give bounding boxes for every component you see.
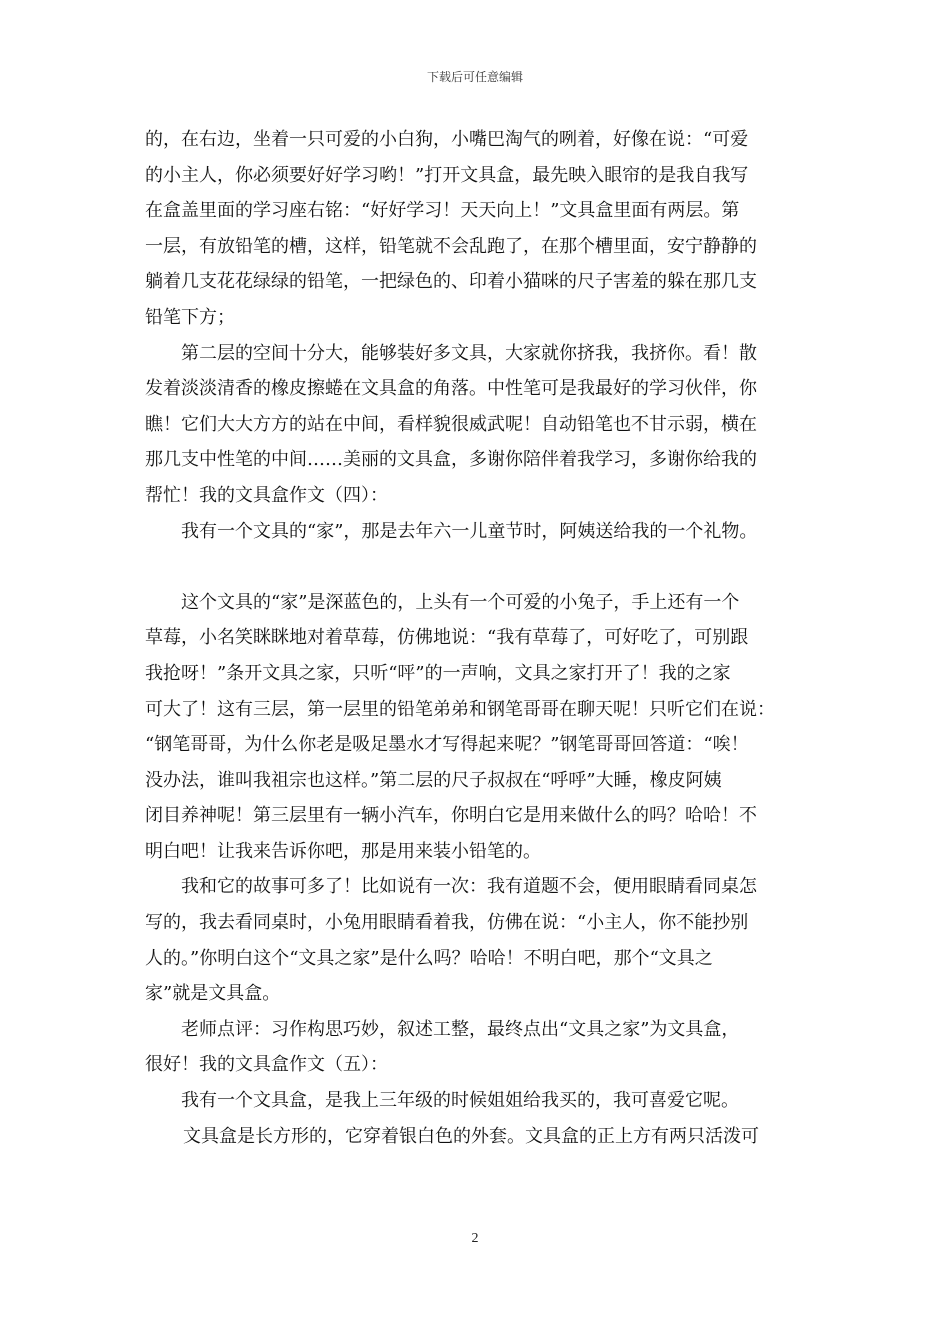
text-line: 发着淡淡清香的橡皮擦蜷在文具盒的角落。中性笔可是我最好的学习伙伴，你 bbox=[145, 378, 757, 400]
text-line: 的小主人，你必须要好好学习哟！”打开文具盒，最先映入眼帘的是我自我写 bbox=[145, 164, 749, 186]
paragraph-start-line: 我有一个文具盒，是我上三年级的时候姐姐给我买的，我可喜爱它呢。 bbox=[181, 1090, 739, 1112]
text-line: 那几支中性笔的中间……美丽的文具盒，多谢你陪伴着我学习，多谢你给我的 bbox=[145, 449, 757, 471]
paragraph-start-line: 这个文具的“家”是深蓝色的，上头有一个可爱的小兔子，手上还有一个 bbox=[181, 591, 740, 613]
text-line: 可大了！这有三层，第一层里的铅笔弟弟和钢笔哥哥在聊天呢！只听它们在说： bbox=[145, 698, 775, 720]
text-line: 家”就是文具盒。 bbox=[145, 983, 281, 1005]
text-line: 没办法，谁叫我祖宗也这样。”第二层的尺子叔叔在“呼呼”大睡，橡皮阿姨 bbox=[145, 769, 722, 791]
text-line: 闭目养神呢！第三层里有一辆小汽车，你明白它是用来做什么的吗？哈哈！不 bbox=[145, 805, 757, 827]
text-line: 很好！我的文具盒作文（五）： bbox=[145, 1054, 388, 1076]
paragraph-start-line: 老师点评：习作构思巧妙，叙述工整，最终点出“文具之家”为文具盒， bbox=[181, 1018, 740, 1040]
paragraph-start-line: 我有一个文具的“家”，那是去年六一儿童节时，阿姨送给我的一个礼物。 bbox=[181, 520, 758, 542]
paragraph-start-line: 第二层的空间十分大，能够装好多文具，大家就你挤我，我挤你。看！散 bbox=[181, 342, 757, 364]
paragraph-start-line: 文具盒是长方形的，它穿着银白色的外套。文具盒的正上方有两只活泼可 bbox=[183, 1125, 759, 1147]
text-line: 铅笔下方； bbox=[145, 306, 235, 328]
text-line: 我抢呀！”条开文具之家，只听“呯”的一声响，文具之家打开了！我的之家 bbox=[145, 662, 731, 684]
text-line: 的，在右边，坐着一只可爱的小白狗，小嘴巴淘气的咧着，好像在说：“可爱 bbox=[145, 129, 749, 150]
text-line: “钢笔哥哥，为什么你老是吸足墨水才写得起来呢？”钢笔哥哥回答道：“唉！ bbox=[145, 734, 749, 756]
text-line: 明白吧！让我来告诉你吧，那是用来装小铅笔的。 bbox=[145, 840, 541, 862]
text-line: 草莓，小名笑眯眯地对着草莓，仿佛地说：“我有草莓了，可好吃了，可别跟 bbox=[145, 627, 749, 649]
text-line: 躺着几支花花绿绿的铅笔，一把绿色的、印着小猫咪的尺子害羞的躲在那几支 bbox=[145, 271, 757, 293]
blank-line bbox=[145, 549, 810, 585]
text-line: 写的，我去看同桌时，小兔用眼睛看着我，仿佛在说：“小主人，你不能抄别 bbox=[145, 912, 749, 934]
text-line: 一层，有放铅笔的槽，这样，铅笔就不会乱跑了，在那个槽里面，安宁静静的 bbox=[145, 235, 757, 257]
text-line: 瞧！它们大大方方的站在中间，看样貌很威武呢！自动铅笔也不甘示弱，横在 bbox=[145, 413, 757, 435]
page-number: 2 bbox=[471, 1231, 479, 1246]
text-line: 在盒盖里面的学习座右铭：“好好学习！天天向上！”文具盒里面有两层。第 bbox=[145, 200, 740, 222]
paragraph-start-line: 我和它的故事可多了！比如说有一次：我有道题不会，便用眼睛看同桌怎 bbox=[181, 876, 757, 898]
page-header: 下载后可任意编辑 bbox=[426, 70, 523, 84]
article-body bbox=[145, 122, 810, 1154]
text-line: 帮忙！我的文具盒作文（四）： bbox=[145, 484, 388, 506]
text-line: 人的。”你明白这个“文具之家”是什么吗？哈哈！不明白吧，那个“文具之 bbox=[145, 947, 713, 969]
